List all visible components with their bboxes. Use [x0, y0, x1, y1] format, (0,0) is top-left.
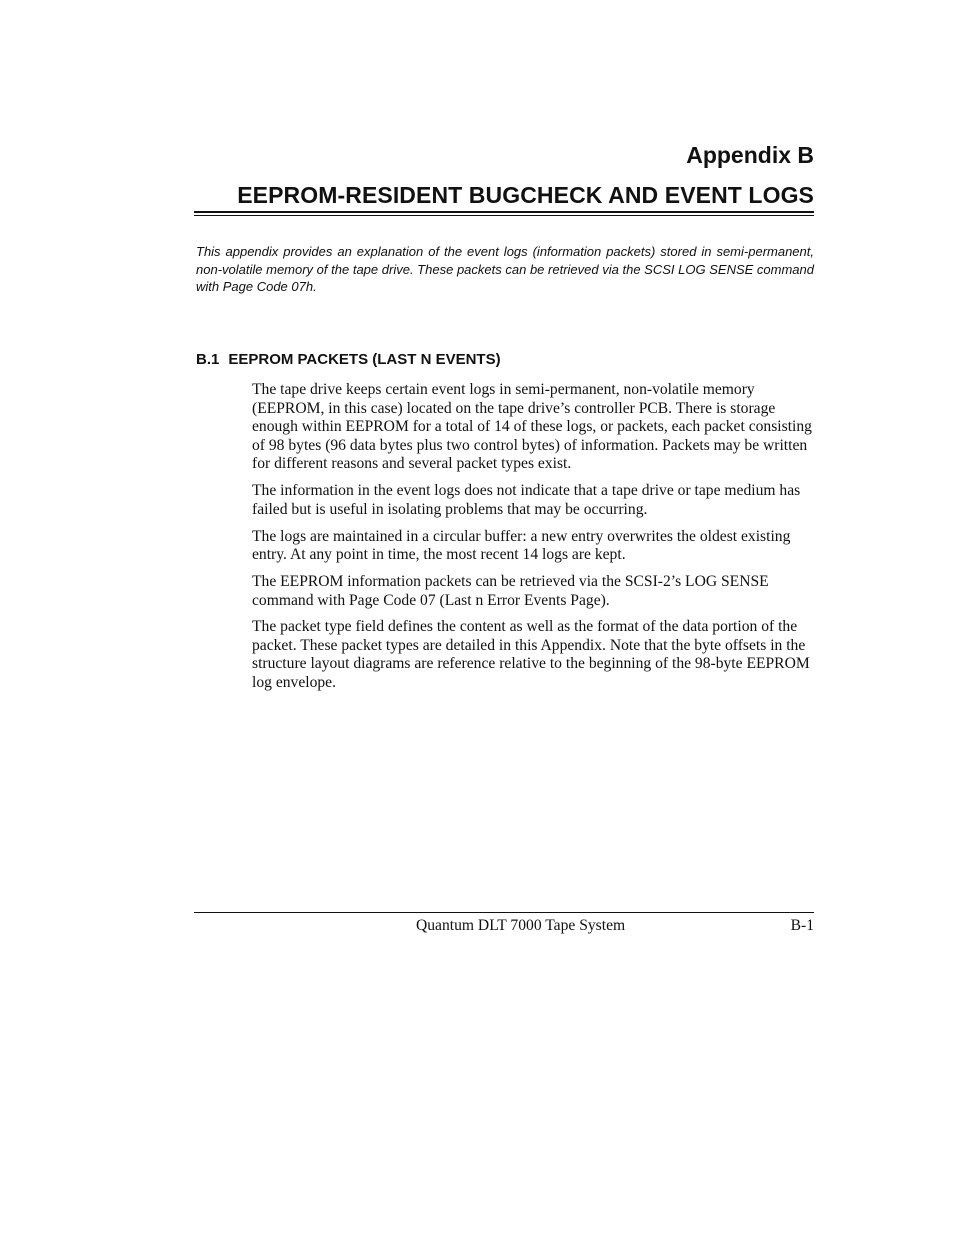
footer-page-number: B-1 — [790, 917, 814, 934]
title-rule-thick — [194, 211, 814, 213]
appendix-label: Appendix B — [686, 142, 814, 168]
section-number: B.1 — [196, 351, 220, 368]
footer-rule — [194, 912, 814, 913]
title-rule-thin — [194, 215, 814, 216]
section-body — [252, 381, 816, 701]
intro-paragraph: This appendix provides an explanation of the event logs (information packets) stored in semi-permanent, non-volatile memory of the tape drive. These packets can be retrieved via the SCSI LOG SENSE command with Page Code 07h. — [196, 244, 814, 294]
footer-document-title: Quantum DLT 7000 Tape System — [416, 917, 626, 934]
body-paragraph-3: The logs are maintained in a circular buffer: a new entry overwrites the oldest existing entry. At any point in time, the most recent 14 logs are kept. — [252, 527, 791, 564]
section-heading — [196, 350, 501, 370]
page-title: EEPROM-RESIDENT BUGCHECK AND EVENT LOGS — [237, 182, 814, 208]
body-paragraph-2: The information in the event logs does not indicate that a tape drive or tape medium has failed but is useful in isolating problems that may be occurring. — [252, 482, 801, 518]
body-paragraph-4: The EEPROM information packets can be retrieved via the SCSI-2’s LOG SENSE command with Page Code 07 (Last n Error Events Page). — [252, 572, 769, 609]
body-paragraph-5: The packet type field defines the content as well as the format of the data portion of the packet. These packet types are detailed in this Appendix. Note that the byte offsets in the structure layout diagrams are reference relative to the beginning of the 98-byte EEPROM log envelope. — [252, 618, 810, 692]
section-title: EEPROM PACKETS (LAST N EVENTS) — [228, 351, 501, 368]
body-paragraph-1: The tape drive keeps certain event logs in semi-permanent, non-volatile memory (EEPROM, in this case) located on the tape drive’s controller PCB. There is storage enough within EEPROM for a total of 14 of these logs, or packets, each packet consisting of 98 bytes (96 data bytes plus two control bytes) of information. Packets may be written for different reasons and several packet types exist. — [252, 381, 812, 473]
